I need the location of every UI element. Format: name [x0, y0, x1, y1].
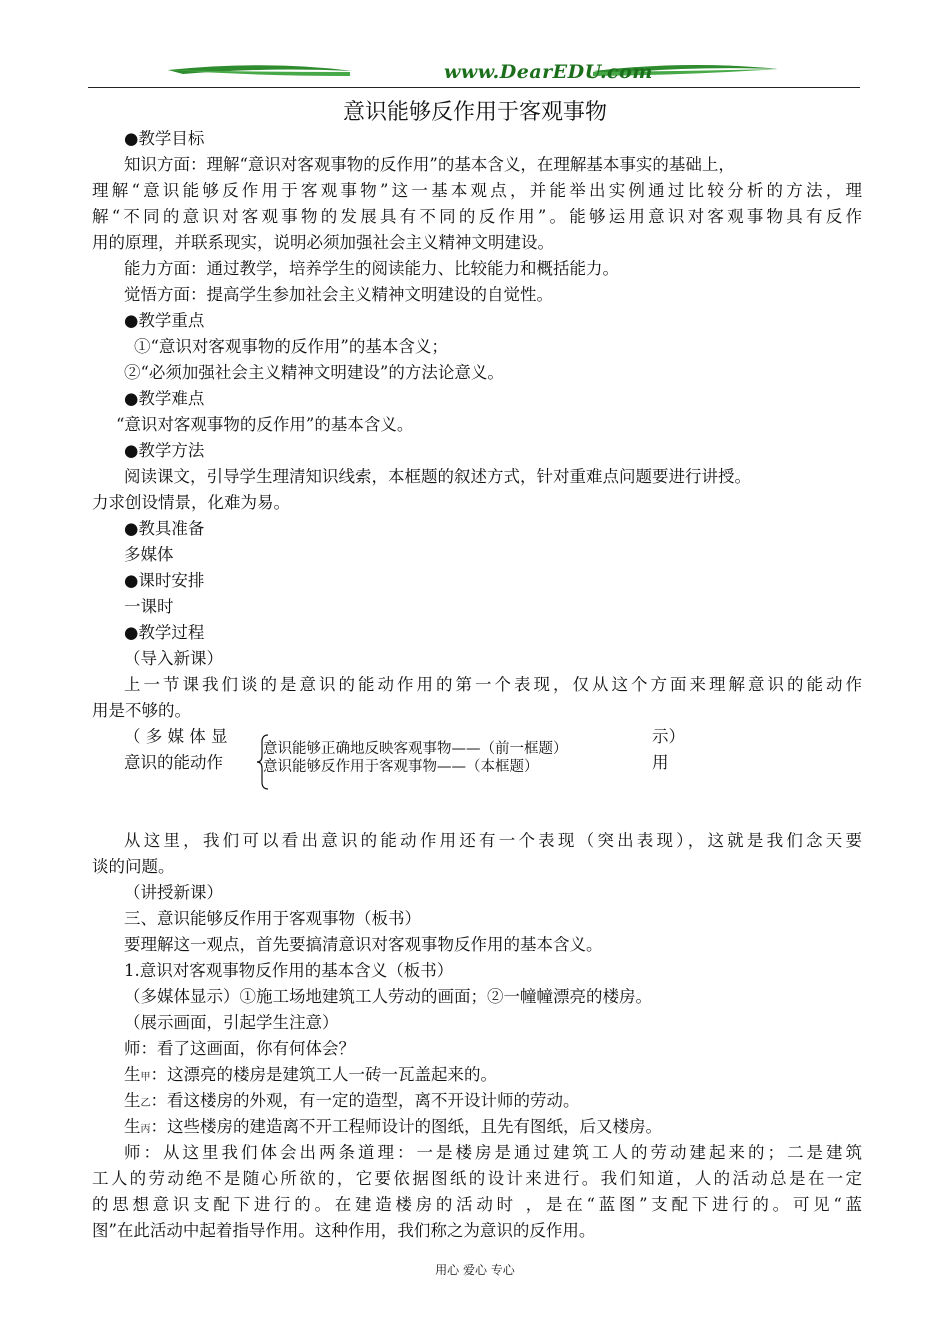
section-heading: ●教学过程	[124, 623, 205, 642]
diagram-right-bottom: 用	[652, 753, 669, 772]
paragraph-line: （展示画面，引起学生注意）	[124, 1013, 339, 1032]
paragraph-line: 多媒体	[124, 545, 174, 564]
site-url: www.DearEDU.com	[444, 61, 653, 83]
speaker-subscript: 丙	[140, 1124, 151, 1135]
paragraph-line: 要理解这一观点，首先要搞清意识对客观事物反作用的基本含义。	[124, 935, 603, 954]
section-heading: ●课时安排	[124, 571, 205, 590]
list-item: ②“必须加强社会主义精神文明建设”的方法论意义。	[124, 363, 504, 382]
speaker-label: 生	[124, 1065, 141, 1084]
speaker-label: 生	[124, 1091, 141, 1110]
paragraph-line: 师：从这里我们体会出两条道理：一是楼房是通过建筑工人的劳动建起来的；二是建筑	[124, 1143, 862, 1162]
paragraph-line: 觉悟方面：提高学生参加社会主义精神文明建设的自觉性。	[124, 285, 553, 304]
paragraph-line: 解“不同的意识对客观事物的发展具有不同的反作用”。能够运用意识对客观事物具有反作	[92, 207, 862, 226]
page-title: 意识能够反作用于客观事物	[342, 100, 607, 125]
student-response	[124, 1062, 862, 1091]
paragraph-line: （多媒体显示）①施工场地建筑工人劳动的画面；②一幢幢漂亮的楼房。	[124, 987, 652, 1006]
paragraph-line: 图”在此活动中起着指导作用。这种作用，我们称之为意识的反作用。	[92, 1221, 596, 1240]
speaker-subscript: 乙	[140, 1098, 151, 1109]
response-text: ：这些楼房的建造离不开工程师设计的图纸，且先有图纸，后又楼房。	[150, 1117, 662, 1136]
paragraph-line: 用的原理，并联系现实，说明必须加强社会主义精神文明建设。	[92, 233, 554, 252]
diagram-left-top: （ 多 媒 体 显	[124, 727, 228, 746]
diagram-branch-1: 意识能够正确地反映客观事物——（前一框题）	[263, 741, 568, 757]
section-heading: ●教学方法	[124, 441, 205, 460]
paragraph-line: 谈的问题。	[92, 857, 175, 876]
paragraph-line: 能力方面：通过教学，培养学生的阅读能力、比较能力和概括能力。	[124, 259, 619, 278]
paragraph-line: （讲授新课）	[124, 883, 223, 902]
list-item: ①“意识对客观事物的反作用”的基本含义；	[134, 337, 448, 356]
paragraph-line: 上一节课我们谈的是意识的能动作用的第一个表现，仅从这个方面来理解意识的能动作	[124, 675, 862, 694]
paragraph-line: 力求创设情景，化难为易。	[92, 493, 290, 512]
student-response	[124, 1114, 862, 1143]
speaker-label: 生	[124, 1117, 141, 1136]
header-rule	[88, 87, 860, 88]
section-heading: ●教学重点	[124, 311, 205, 330]
response-text: ：这漂亮的楼房是建筑工人一砖一瓦盖起来的。	[150, 1065, 497, 1084]
section-heading: ●教具准备	[124, 519, 205, 538]
paragraph-line: 三、意识能够反作用于客观事物（板书）	[124, 909, 421, 928]
paragraph-line: 师：看了这画面，你有何体会？	[124, 1039, 355, 1058]
paragraph-line: 理解“意识能够反作用于客观事物”这一基本观点，并能举出实例通过比较分析的方法，理	[92, 181, 862, 200]
paragraph-line: 的思想意识支配下进行的。在建造楼房的活动时 ，是在“蓝图”支配下进行的。可见“蓝	[92, 1195, 862, 1214]
section-heading: ●教学目标	[124, 129, 205, 148]
diagram-right-top: 示）	[652, 727, 685, 746]
page-header	[88, 58, 862, 90]
paragraph-line: 知识方面：理解“意识对客观事物的反作用”的基本含义，在理解基本事实的基础上，	[124, 155, 735, 174]
section-heading: ●教学难点	[124, 389, 205, 408]
paragraph-line: 从这里，我们可以看出意识的能动作用还有一个表现（突出表现），这就是我们念天要	[124, 831, 862, 850]
diagram-left-bottom: 意识的能动作	[124, 753, 223, 772]
paragraph-line: 1.意识对客观事物反作用的基本含义（板书）	[124, 961, 454, 980]
paragraph-line: 一课时	[124, 597, 174, 616]
paragraph-line: 阅读课文，引导学生理清知识线索，本框题的叙述方式，针对重难点问题要进行讲授。	[124, 467, 751, 486]
speaker-subscript: 甲	[140, 1072, 151, 1083]
paragraph-line: 用是不够的。	[92, 701, 191, 720]
paragraph-line: （导入新课）	[124, 649, 223, 668]
response-text: ：看这楼房的外观，有一定的造型，离不开设计师的劳动。	[150, 1091, 580, 1110]
page-footer: 用心 爱心 专心	[435, 1263, 515, 1277]
diagram-branch-2: 意识能够反作用于客观事物——（本框题）	[263, 759, 539, 775]
student-response	[124, 1088, 862, 1117]
paragraph-line: 工人的劳动绝不是随心所欲的，它要依据图纸的设计来进行。我们知道，人的活动总是在一定	[92, 1169, 862, 1188]
paragraph-line: “意识对客观事物的反作用”的基本含义。	[116, 415, 414, 434]
